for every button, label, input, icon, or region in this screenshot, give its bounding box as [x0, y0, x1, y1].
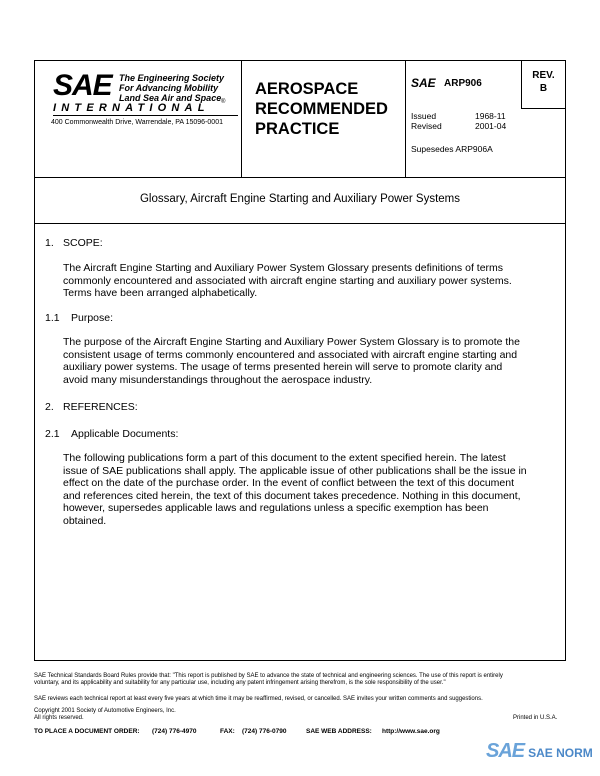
revised-label: Revised: [411, 121, 442, 131]
divider: [35, 223, 565, 224]
section-number: 1.: [45, 237, 54, 249]
registered-mark: ®: [221, 99, 226, 105]
order-phone: (724) 776-4970: [152, 728, 197, 735]
fax-label: FAX:: [220, 728, 235, 735]
copyright: Copyright 2001 Society of Automotive Engineers, Inc. All rights reserved.: [34, 708, 176, 721]
divider: [53, 115, 238, 116]
section-number: 1.1: [45, 312, 60, 324]
document-title: Glossary, Aircraft Engine Starting and Auxiliary Power Systems: [139, 193, 460, 205]
order-label: TO PLACE A DOCUMENT ORDER:: [34, 728, 140, 735]
address: 400 Commonwealth Drive, Warrendale, PA 15096-0001: [51, 119, 223, 126]
web-link[interactable]: http://www.sae.org: [382, 728, 440, 735]
fax-value: (724) 776-0790: [242, 728, 287, 735]
sae-tagline: The Engineering Society For Advancing Mobility Land Sea Air and Space: [119, 73, 225, 103]
revision-box: REV. B: [521, 61, 565, 109]
paragraph: The following publications form a part of this document to the extent specified herein. The latest issue of SAE publications shall apply. The applicable issue of other publications shall be the issue in effect on the date of the purchase order. In the event of conflict between the text of this document and references cited herein, the text of this document takes precedence. Nothing in this document, however, supersedes applicable laws and regulations unless a specific exemption has been obtained.: [63, 452, 527, 527]
review-notice: SAE reviews each technical report at least every five years at which time it may be reaffirmed, revised, or cancelled. SAE invites your written comments and suggestions.: [34, 696, 483, 702]
standards-board-rules: SAE Technical Standards Board Rules provide that: "This report is published by SAE to advance the state of technical and engineering sciences. The use of this report is entirely voluntary, and its applicability and suitability for any particular use, including any patent infringement arising therefrom, is the sole responsibility of the user.": [34, 673, 503, 686]
document-type: AEROSPACE RECOMMENDED PRACTICE: [255, 80, 388, 138]
sae-norm-logo: SAE: [486, 740, 525, 762]
web-label: SAE WEB ADDRESS:: [306, 728, 372, 735]
document-frame: [34, 60, 566, 661]
printed-in: Printed in U.S.A.: [513, 715, 558, 721]
section-heading: Purpose:: [71, 312, 114, 324]
sae-norm-text: SAE NORM: [528, 746, 593, 760]
section-heading: SCOPE:: [63, 237, 103, 249]
sae-norm-watermark: [486, 740, 593, 763]
paragraph: The purpose of the Aircraft Engine Starting and Auxiliary Power System Glossary is to promote the consistent usage of terms commonly encountered and associated with aircraft engine starting and auxiliary power systems. The usage of terms presented herein will serve to promote clarity and avoid many misunderstandings throughout the aerospace industry.: [63, 336, 520, 386]
document-number: ARP906: [444, 78, 482, 89]
section-heading: REFERENCES:: [63, 401, 138, 413]
sae-logo: SAE: [53, 69, 112, 102]
section-number: 2.1: [45, 428, 60, 440]
paragraph: The Aircraft Engine Starting and Auxiliary Power System Glossary presents definitions of terms commonly encountered and associated with aircraft engine starting and auxiliary power systems. Terms have been arranged alphabetically.: [63, 262, 512, 299]
issued-label: Issued: [411, 111, 437, 121]
section-heading: Applicable Documents:: [71, 428, 179, 440]
header-block: [35, 61, 565, 178]
international-label: INTERNATIONAL: [53, 102, 210, 114]
issued-value: 1968-11: [475, 111, 506, 121]
divider: [405, 61, 406, 177]
divider: [241, 61, 242, 177]
revised-value: 2001-04: [475, 121, 507, 131]
doc-sae-logo: SAE: [411, 76, 436, 90]
section-number: 2.: [45, 401, 54, 413]
supersedes: Supesedes ARP906A: [411, 144, 493, 154]
